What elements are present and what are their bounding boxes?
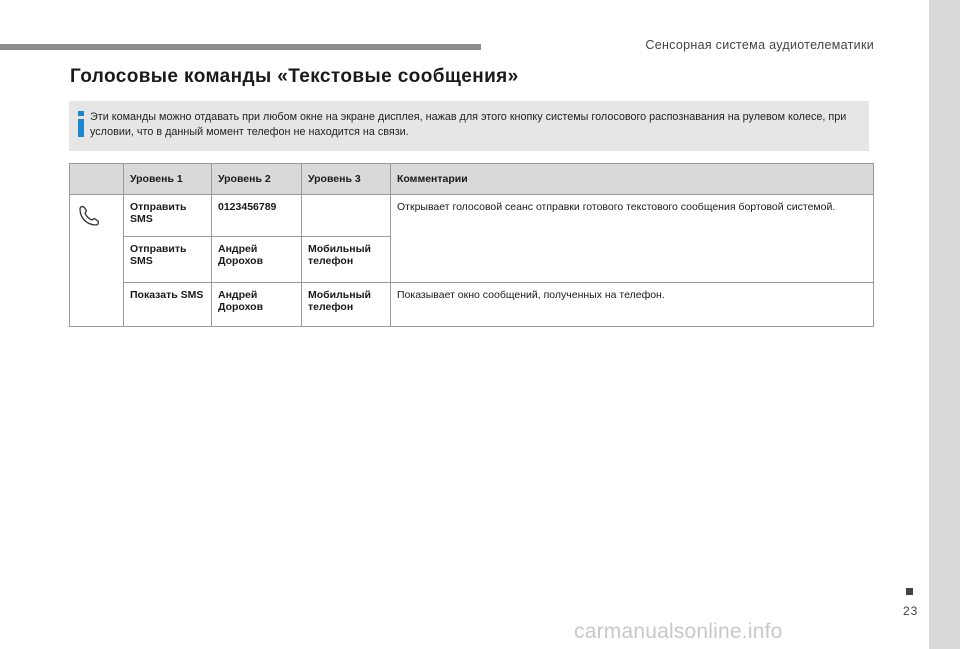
header-rule xyxy=(0,44,481,50)
row-2-level-1: Отправить SMS xyxy=(124,237,212,283)
page-edge-strip xyxy=(929,0,960,649)
section-title: Сенсорная система аудиотелематики xyxy=(645,38,874,52)
header-comments: Комментарии xyxy=(391,164,874,195)
voice-commands-table xyxy=(69,163,874,327)
header-level-1: Уровень 1 xyxy=(124,164,212,195)
row-3-level-2: Андрей Дорохов xyxy=(212,283,302,327)
row-1-level-2: 0123456789 xyxy=(212,195,302,237)
table-row xyxy=(70,283,874,327)
row-2-level-2: Андрей Дорохов xyxy=(212,237,302,283)
row-1-comment: Открывает голосовой сеанс отправки готового текстового сообщения бортовой системой. xyxy=(391,195,874,283)
row-2-level-3: Мобильный телефон xyxy=(302,237,391,283)
table-header-row xyxy=(70,164,874,195)
phone-icon-cell xyxy=(70,195,124,327)
page-title: Голосовые команды «Текстовые сообщения» xyxy=(70,66,519,87)
info-text: Эти команды можно отдавать при любом окне на экране дисплея, нажав для этого кнопку системы голосового распознавания на рулевом колесе, при условии, что в данный момент телефон не находится на связи. xyxy=(90,111,847,138)
watermark: carmanualsonline.info xyxy=(574,620,783,643)
header-icon-column xyxy=(70,164,124,195)
info-icon xyxy=(78,111,84,137)
row-3-comment: Показывает окно сообщений, полученных на телефон. xyxy=(391,283,874,327)
header-level-2: Уровень 2 xyxy=(212,164,302,195)
phone-icon xyxy=(76,203,102,229)
info-box xyxy=(69,101,869,151)
page-number: 23 xyxy=(903,604,919,618)
end-marker xyxy=(906,588,913,595)
row-1-level-3 xyxy=(302,195,391,237)
table-row xyxy=(70,195,874,237)
header-level-3: Уровень 3 xyxy=(302,164,391,195)
row-3-level-3: Мобильный телефон xyxy=(302,283,391,327)
row-1-level-1: Отправить SMS xyxy=(124,195,212,237)
row-3-level-1: Показать SMS xyxy=(124,283,212,327)
